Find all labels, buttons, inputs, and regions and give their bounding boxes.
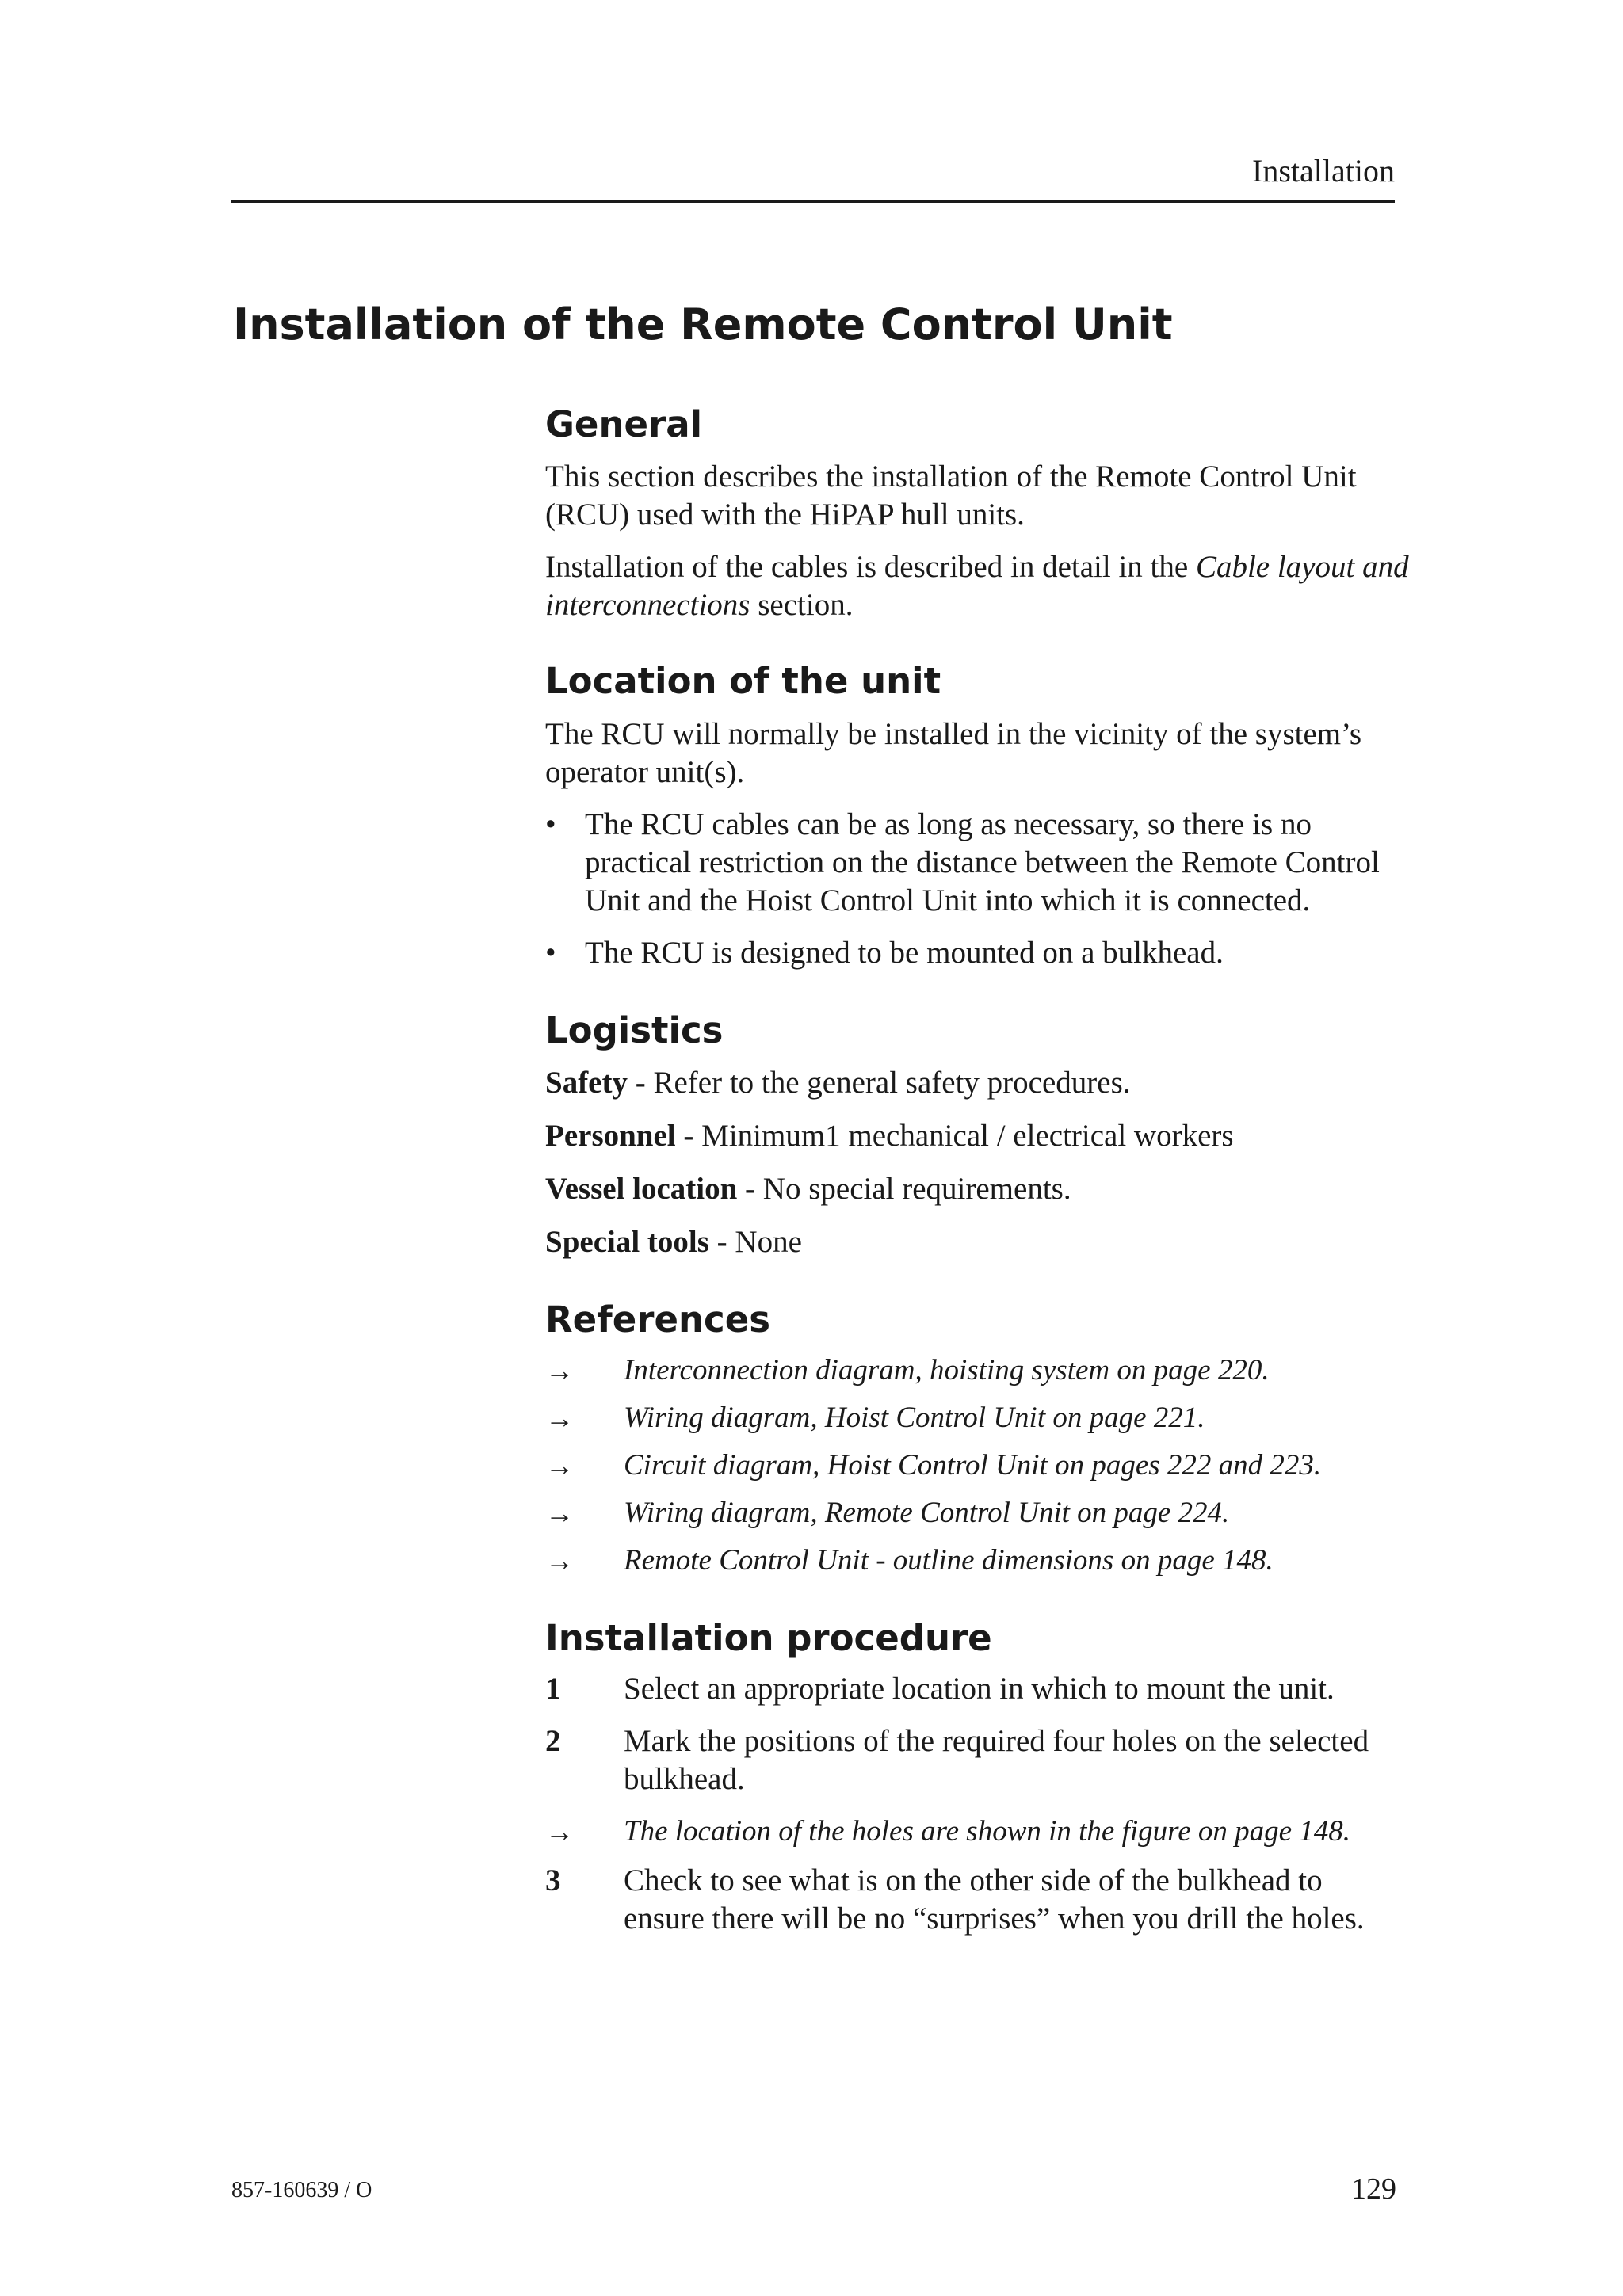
logistics-label: Safety - <box>545 1065 646 1100</box>
running-header <box>231 155 1395 203</box>
header-rule <box>231 200 1395 203</box>
cable-layout-reference: Cable layout and interconnections <box>545 550 1409 623</box>
logistics-item-personnel <box>545 1117 1409 1155</box>
section-procedure <box>545 1616 1409 1938</box>
reference-text: Remote Control Unit - outline dimensions on page 148. <box>624 1544 1274 1577</box>
arrow-right-icon: → <box>545 1402 574 1434</box>
arrow-right-icon: → <box>545 1450 574 1482</box>
reference-text: Circuit diagram, Hoist Control Unit on pages 222 and 223. <box>624 1449 1322 1482</box>
general-paragraph-2-end: section. <box>750 588 854 623</box>
reference-text: Wiring diagram, Hoist Control Unit on page 221. <box>624 1402 1205 1434</box>
reference-text: Wiring diagram, Remote Control Unit on page 224. <box>624 1497 1230 1529</box>
general-paragraph-2 <box>545 548 1409 624</box>
arrow-right-icon: → <box>545 1497 574 1529</box>
arrow-right-icon: → <box>545 1545 574 1577</box>
section-general <box>545 402 1409 624</box>
bullet-text: The RCU cables can be as long as necessary, so there is no practical restriction on the distance between the Remote Control Unit and the Hoist Control Unit into which it is connected. <box>585 807 1380 917</box>
reference-item <box>545 1542 1409 1580</box>
step-number: 2 <box>545 1724 561 1759</box>
reference-text: Interconnection diagram, hoisting system on page 220. <box>624 1354 1270 1386</box>
procedure-step <box>545 1862 1409 1938</box>
step-text: Mark the positions of the required four holes on the selected bulkhead. <box>624 1724 1369 1797</box>
procedure-note <box>545 1813 1409 1851</box>
logistics-label: Special tools - <box>545 1224 727 1259</box>
document-number: 857-160639 / O <box>231 2178 372 2203</box>
section-logistics <box>545 1009 1409 1261</box>
logistics-value: Refer to the general safety procedures. <box>645 1065 1131 1100</box>
section-heading-logistics: Logistics <box>545 1009 724 1051</box>
general-paragraph-2-text: Installation of the cables is described in detail in the <box>545 550 1196 585</box>
reference-item <box>545 1399 1409 1437</box>
main-content <box>545 396 1409 1938</box>
bullet-text: The RCU is designed to be mounted on a bulkhead. <box>585 935 1224 970</box>
section-heading-procedure: Installation procedure <box>545 1617 992 1659</box>
general-paragraph-1: This section describes the installation of the Remote Control Unit (RCU) used with the HiPAP hull units. <box>545 460 1357 532</box>
logistics-value: No special requirements. <box>755 1171 1071 1206</box>
section-heading-location: Location of the unit <box>545 660 941 703</box>
logistics-value: Minimum1 mechanical / electrical workers <box>693 1118 1234 1153</box>
reference-item <box>545 1447 1409 1485</box>
bullet-item <box>545 934 1409 972</box>
arrow-right-icon: → <box>545 1816 574 1848</box>
section-heading-general: General <box>545 403 702 445</box>
location-bullet-list <box>545 806 1409 972</box>
section-references <box>545 1298 1409 1580</box>
page-title: Installation of the Remote Control Unit <box>233 299 1173 349</box>
reference-item <box>545 1494 1409 1532</box>
step-text: Select an appropriate location in which to mount the unit. <box>624 1672 1335 1707</box>
logistics-item-safety <box>545 1064 1409 1102</box>
section-location <box>545 659 1409 971</box>
note-text: The location of the holes are shown in the figure on page 148. <box>624 1815 1351 1848</box>
bullet-icon: • <box>545 935 556 970</box>
procedure-step <box>545 1670 1409 1708</box>
location-intro: The RCU will normally be installed in the vicinity of the system’s operator unit(s). <box>545 716 1362 789</box>
reference-item <box>545 1352 1409 1390</box>
bullet-icon: • <box>545 807 556 841</box>
arrow-right-icon: → <box>545 1355 574 1386</box>
logistics-label: Personnel - <box>545 1118 694 1153</box>
step-number: 1 <box>545 1672 561 1707</box>
page-number: 129 <box>1351 2172 1396 2206</box>
logistics-item-vessel-location <box>545 1170 1409 1208</box>
section-heading-references: References <box>545 1298 770 1341</box>
logistics-label: Vessel location - <box>545 1171 756 1206</box>
step-number: 3 <box>545 1863 561 1898</box>
logistics-value: None <box>727 1224 802 1259</box>
procedure-step <box>545 1722 1409 1798</box>
step-text: Check to see what is on the other side of the bulkhead to ensure there will be no “surprises” when you drill the holes. <box>624 1863 1365 1936</box>
running-header-title: Installation <box>1252 153 1395 189</box>
logistics-item-special-tools <box>545 1223 1409 1261</box>
bullet-item <box>545 806 1409 920</box>
